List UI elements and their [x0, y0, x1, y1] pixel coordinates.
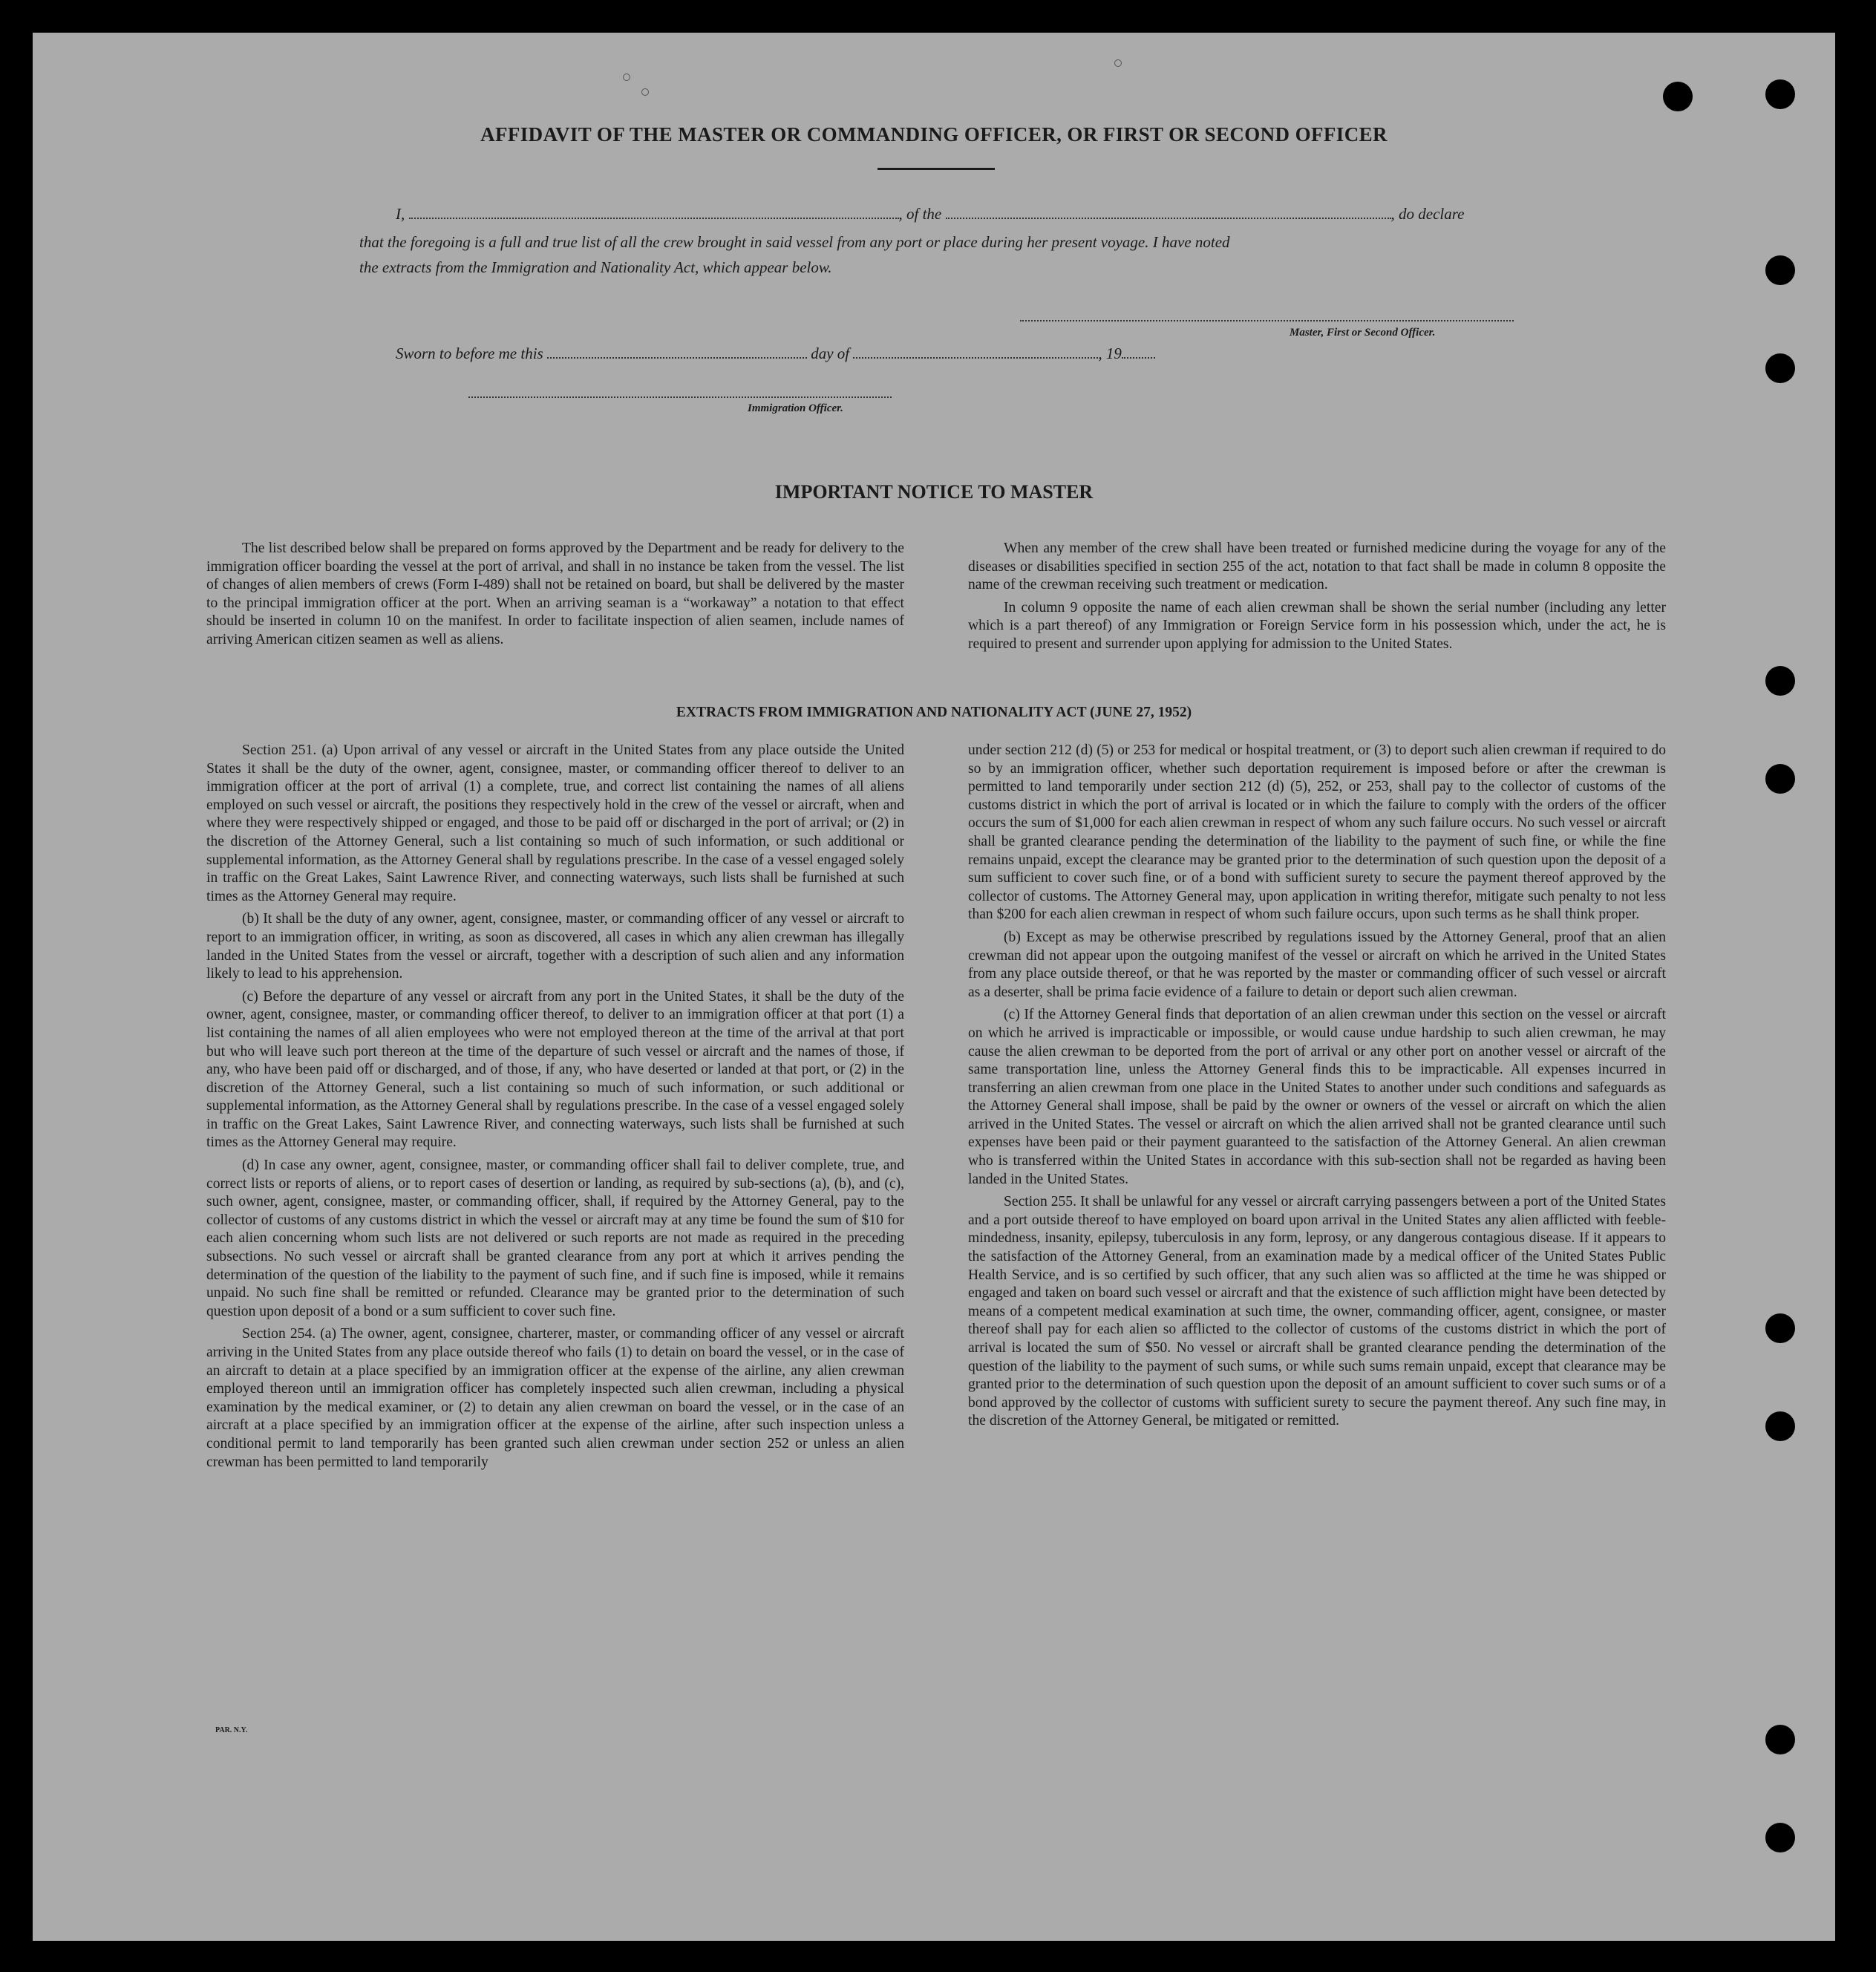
declaration-i: I, — [396, 205, 405, 223]
sworn-text: Sworn to before me this — [396, 345, 543, 362]
notice-paragraph: In column 9 opposite the name of each alien crewman shall be shown the serial number (including any letter which is a part thereof) of any Immigration or Foreign Service form in his possession which, under the act, he is required to present and surrender upon applying for admission to the United States. — [968, 599, 1666, 652]
extracts-title: EXTRACTS FROM IMMIGRATION AND NATIONALITY ACT (JUNE 27, 1952) — [676, 705, 1192, 720]
affidavit-title: AFFIDAVIT OF THE MASTER OR COMMANDING OFFICER, OR FIRST OR SECOND OFFICER — [480, 123, 1388, 146]
punch-hole — [1765, 764, 1795, 794]
year-blank[interactable] — [1122, 357, 1155, 359]
punch-hole — [1765, 353, 1795, 383]
punch-hole — [1765, 666, 1795, 696]
extracts-right-column — [968, 742, 1666, 1435]
section-251-d: (d) In case any owner, agent, consignee, master, or commanding officer shall fail to deliver complete, true, and correct lists or reports of aliens, or to report cases of desertion or landing, as required by sub-sections (a), (b), and (c), such owner, agent, consignee, master, or commanding officer, shall, if required by the Attorney General, pay to the collector of customs of any customs district in which the vessel or aircraft may at any time be found the sum of $10 for each alien concerning whom such lists are not delivered or such reports are not made as required in the preceding subsections. No such vessel or aircraft shall be granted clearance from any port at which it arrives pending the determination of the question of the liability to the payment of such fine, and if such fine is imposed, while it remains unpaid. No such fine shall be remitted or refunded. Clearance may be granted prior to the determination of such question upon deposit of a bond or a sum sufficient to cover such fine. — [206, 1158, 904, 1319]
name-blank[interactable] — [409, 218, 899, 219]
declaration-text-2: that the foregoing is a full and true list of all the crew brought in said vessel from any port or place during her present voyage. I have noted — [359, 233, 1230, 251]
declaration-declare: , do declare — [1390, 205, 1465, 223]
vessel-blank[interactable] — [946, 218, 1391, 219]
paper-speck — [623, 74, 630, 81]
declaration-line — [396, 205, 1464, 223]
punch-hole — [1765, 1725, 1795, 1754]
officer-caption: Immigration Officer. — [748, 402, 843, 414]
notice-paragraph: When any member of the crew shall have been treated or furnished medicine during the voyage for any of the diseases or disabilities specified in section 255 of the act, notation to that fact shall be made in column 8 opposite the name of the crewman receiving such treatment or medication. — [968, 541, 1666, 593]
section-251-a: Section 251. (a) Upon arrival of any vessel or aircraft in the United States from any place outside the United States it shall be the duty of the owner, agent, consignee, master, or commanding officer thereof to deliver to an immigration officer at the port of arrival (1) a complete, true, and correct list containing the names of all aliens employed on such vessel or aircraft, the positions they respectively hold in the crew of the vessel or aircraft, when and where they were respectively shipped or engaged, and those to be paid off or discharged in the port of arrival; or (2) in the discretion of the Attorney General, such a list containing so much of such information, or such additional or supplemental information, as the Attorney General shall by regulations prescribe. In the case of a vessel engaged solely in traffic on the Great Lakes, Saint Lawrence River, and connecting waterways, such lists shall be furnished at such times as the Attorney General may require. — [206, 742, 904, 904]
master-signature-line[interactable] — [1020, 320, 1514, 321]
day-blank[interactable] — [547, 357, 807, 359]
punch-hole — [1663, 82, 1693, 111]
master-caption: Master, First or Second Officer. — [1290, 327, 1436, 339]
month-blank[interactable] — [853, 357, 1098, 359]
section-254-a-cont: under section 212 (d) (5) or 253 for medical or hospital treatment, or (3) to deport such alien crewman if required to do so by an immigration officer, whether such deportation requirement is imposed before or after the crewman is permitted to land temporarily under section 212 (d) (5), 252, or 253, shall pay to the collector of customs of the customs district in which the port of arrival is located or in which the failure to comply with the orders of the officer occurs the sum of $1,000 for each alien crewman in respect of whom any such failure occurs. No such vessel or aircraft shall be granted clearance pending the determination of the liability to the payment of such fine, or while the fine remains unpaid, except the clearance may be granted prior to the determination of such question upon the deposit of a sum sufficient to cover such fine, or of a bond with sufficient surety to secure the payment thereof approved by the collector of customs. The Attorney General may, upon application in writing therefor, mitigate such penalty to not less than $200 for each alien crewman in respect of whom such failure occurs, upon such terms as he shall think proper. — [968, 742, 1666, 923]
punch-hole — [1765, 1313, 1795, 1343]
notice-left-column — [206, 540, 904, 654]
day-of-text: day of — [811, 345, 850, 362]
punch-hole — [1765, 1823, 1795, 1852]
section-255: Section 255. It shall be unlawful for any vessel or aircraft carrying passengers between a port of the United States and a port outside thereof to have employed on board upon arrival in the United States any alien afflicted with feeble-mindedness, insanity, epilepsy, tuberculosis in any form, leprosy, or any dangerous contagious disease. If it appears to the satisfaction of the Attorney General, from an examination made by a medical officer of the United States Public Health Service, and is so certified by such officer, that any such alien was so afflicted at the time he was shipped or engaged and taken on board such vessel or aircraft and that the existence of such affliction might have been detected by means of a competent medical examination at such time, the owner, commanding officer, agent, consignee, or master thereof shall pay for each alien so afflicted to the collector of customs of the customs district in which the port of arrival is located the sum of $50. No vessel or aircraft shall be granted clearance pending the determination of the question of the liability to the payment of such sums, or while such sums remain unpaid, except that clearance may be granted prior to the determination of such question upon the deposit of an amount sufficient to cover such sums or of a bond approved by the collector of customs with sufficient surety to secure the payment thereof. Any such fine may, in the discretion of the Attorney General, be mitigated or remitted. — [968, 1194, 1666, 1429]
notice-right-column — [968, 540, 1666, 659]
printer-mark: PAR. N.Y. — [215, 1726, 248, 1734]
paper-speck — [1114, 59, 1122, 67]
paper-speck — [641, 88, 649, 96]
sworn-line — [396, 345, 1155, 363]
year-text: , 19 — [1098, 345, 1122, 362]
declaration-text-3: the extracts from the Immigration and Nationality Act, which appear below. — [359, 258, 832, 276]
extracts-left-column — [206, 742, 904, 1476]
punch-hole — [1765, 1411, 1795, 1441]
notice-title: IMPORTANT NOTICE TO MASTER — [774, 481, 1094, 503]
section-254-c: (c) If the Attorney General finds that deportation of an alien crewman under this section on the vessel or aircraft on which he arrived is impracticable or impossible, or would cause undue hardship to such alien crewman, he may cause the alien crewman to be deported from the port of arrival or any other port on another vessel or aircraft of the same transportation line, unless the Attorney General finds this to be impracticable. All expenses incurred in transferring an alien crewman from one place in the United States to another under such conditions and safeguards as the Attorney General shall impose, shall be paid by the owner or owners of the vessel or aircraft on which the alien arrived in the United States. The vessel or aircraft on which the alien arrived shall not be granted clearance until such expenses have been paid or their payment guaranteed to the satisfaction of the Attorney General. An alien crewman who is transferred within the United States in accordance with this sub-section shall not be regarded as having been landed in the United States. — [968, 1007, 1666, 1187]
declaration-of-the: , of the — [898, 205, 942, 223]
punch-hole — [1765, 79, 1795, 109]
notice-paragraph: The list described below shall be prepared on forms approved by the Department and be ready for delivery to the immigration officer boarding the vessel at the port of arrival, and shall in no instance be taken from the vessel. The list of changes of alien members of crews (Form I-489) shall not be retained on board, but shall be delivered by the master to the principal immigration officer at the port. When an arriving seaman is a “workaway” a notation to that effect should be inserted in column 10 on the manifest. In order to facilitate inspection of alien seamen, include names of arriving American citizen seamen as well as aliens. — [206, 541, 904, 647]
document-page — [33, 33, 1835, 1941]
section-254-b: (b) Except as may be otherwise prescribed by regulations issued by the Attorney General, proof that an alien crewman did not appear upon the outgoing manifest of the vessel or aircraft on which he arrived in the United States from any place outside thereof, or that he was reported by the master or commanding officer of such vessel or aircraft as a deserter, shall be prima facie evidence of a failure to detain or deport such alien crewman. — [968, 929, 1666, 1000]
punch-hole — [1765, 255, 1795, 285]
section-254-a: Section 254. (a) The owner, agent, consignee, charterer, master, or commanding officer of any vessel or aircraft arriving in the United States from any place outside thereof who fails (1) to detain on board the vessel, or in the case of an aircraft to detain at a place specified by an immigration officer at the expense of the airline, any alien crewman employed thereon until an immigration officer has completely inspected such alien crewman, including a physical examination by the medical examiner, or (2) to detain any alien crewman on board the vessel, or in the case of an aircraft at a place specified by an immigration officer at the expense of the airline, after such inspection unless a conditional permit to land temporarily has been granted such alien crewman under section 252 or unless an alien crewman has been permitted to land temporarily — [206, 1326, 904, 1470]
section-251-c: (c) Before the departure of any vessel or aircraft from any port in the United States, it shall be the duty of the owner, agent, consignee, master, or commanding officer thereof, to deliver to an immigration officer at that port (1) a list containing the names of all alien employees who were not employed thereon at the time of the arrival at that port but who will leave such port thereon at the time of the departure of such vessel or aircraft and the names of those, if any, who have been paid off or discharged, and of those, if any, who have deserted or landed at that port, or (2) in the discretion of the Attorney General, such a list containing so much of such information, or such additional or supplemental information, as the Attorney General shall by regulations prescribe. In the case of a vessel engaged solely in traffic on the Great Lakes, Saint Lawrence River, and connecting waterways, such lists shall be furnished at such times as the Attorney General may require. — [206, 988, 904, 1151]
title-underline — [877, 168, 995, 170]
officer-signature-line[interactable] — [468, 396, 892, 398]
section-251-b: (b) It shall be the duty of any owner, agent, consignee, master, or commanding officer of any vessel or aircraft to report to an immigration officer, in writing, as soon as discovered, all cases in which any alien crewman has illegally landed in the United States from the vessel or aircraft, together with a description of such alien and any information likely to lead to his apprehension. — [206, 911, 904, 982]
